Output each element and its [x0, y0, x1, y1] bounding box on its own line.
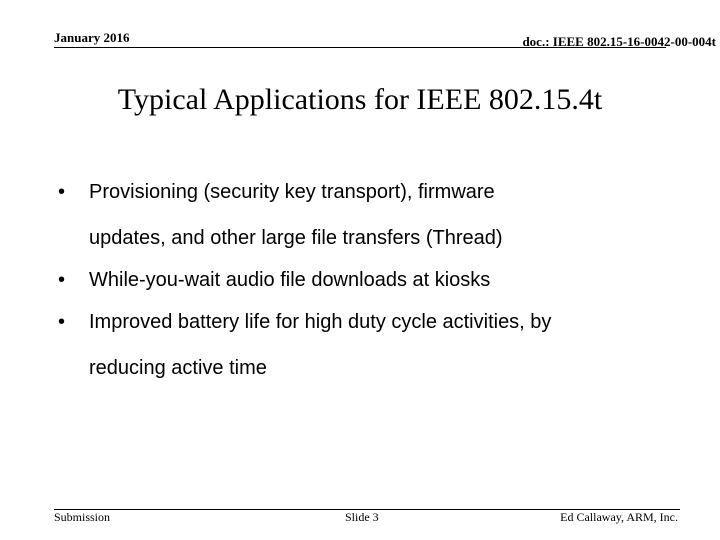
bullet-line: Improved battery life for high duty cycle activities, by — [89, 311, 552, 333]
bullet-line: reducing active time — [89, 357, 267, 379]
bullet-item-provisioning — [58, 169, 698, 261]
bullet-line: Provisioning (security key transport), firmware — [89, 181, 495, 203]
slide-title: Typical Applications for IEEE 802.15.4t — [117, 83, 603, 116]
footer-slide-number: Slide 3 — [345, 510, 379, 524]
header-doc-id: doc.: IEEE 802.15-16-0042-00-004t — [522, 34, 716, 49]
bullet-item-audio-downloads — [58, 257, 698, 303]
bullet-icon: • — [58, 311, 66, 333]
bullet-item-battery-life — [58, 299, 698, 391]
bullet-line: While-you-wait audio file downloads at kiosks — [89, 269, 491, 291]
header-divider — [54, 47, 666, 48]
footer-submission: Submission — [54, 510, 111, 524]
bullet-icon: • — [58, 181, 66, 203]
bullet-list — [58, 169, 698, 391]
bullet-icon: • — [58, 269, 66, 291]
bullet-line: updates, and other large file transfers (Thread) — [89, 227, 503, 249]
footer-author: Ed Callaway, ARM, Inc. — [560, 510, 678, 524]
header-date: January 2016 — [54, 30, 130, 45]
